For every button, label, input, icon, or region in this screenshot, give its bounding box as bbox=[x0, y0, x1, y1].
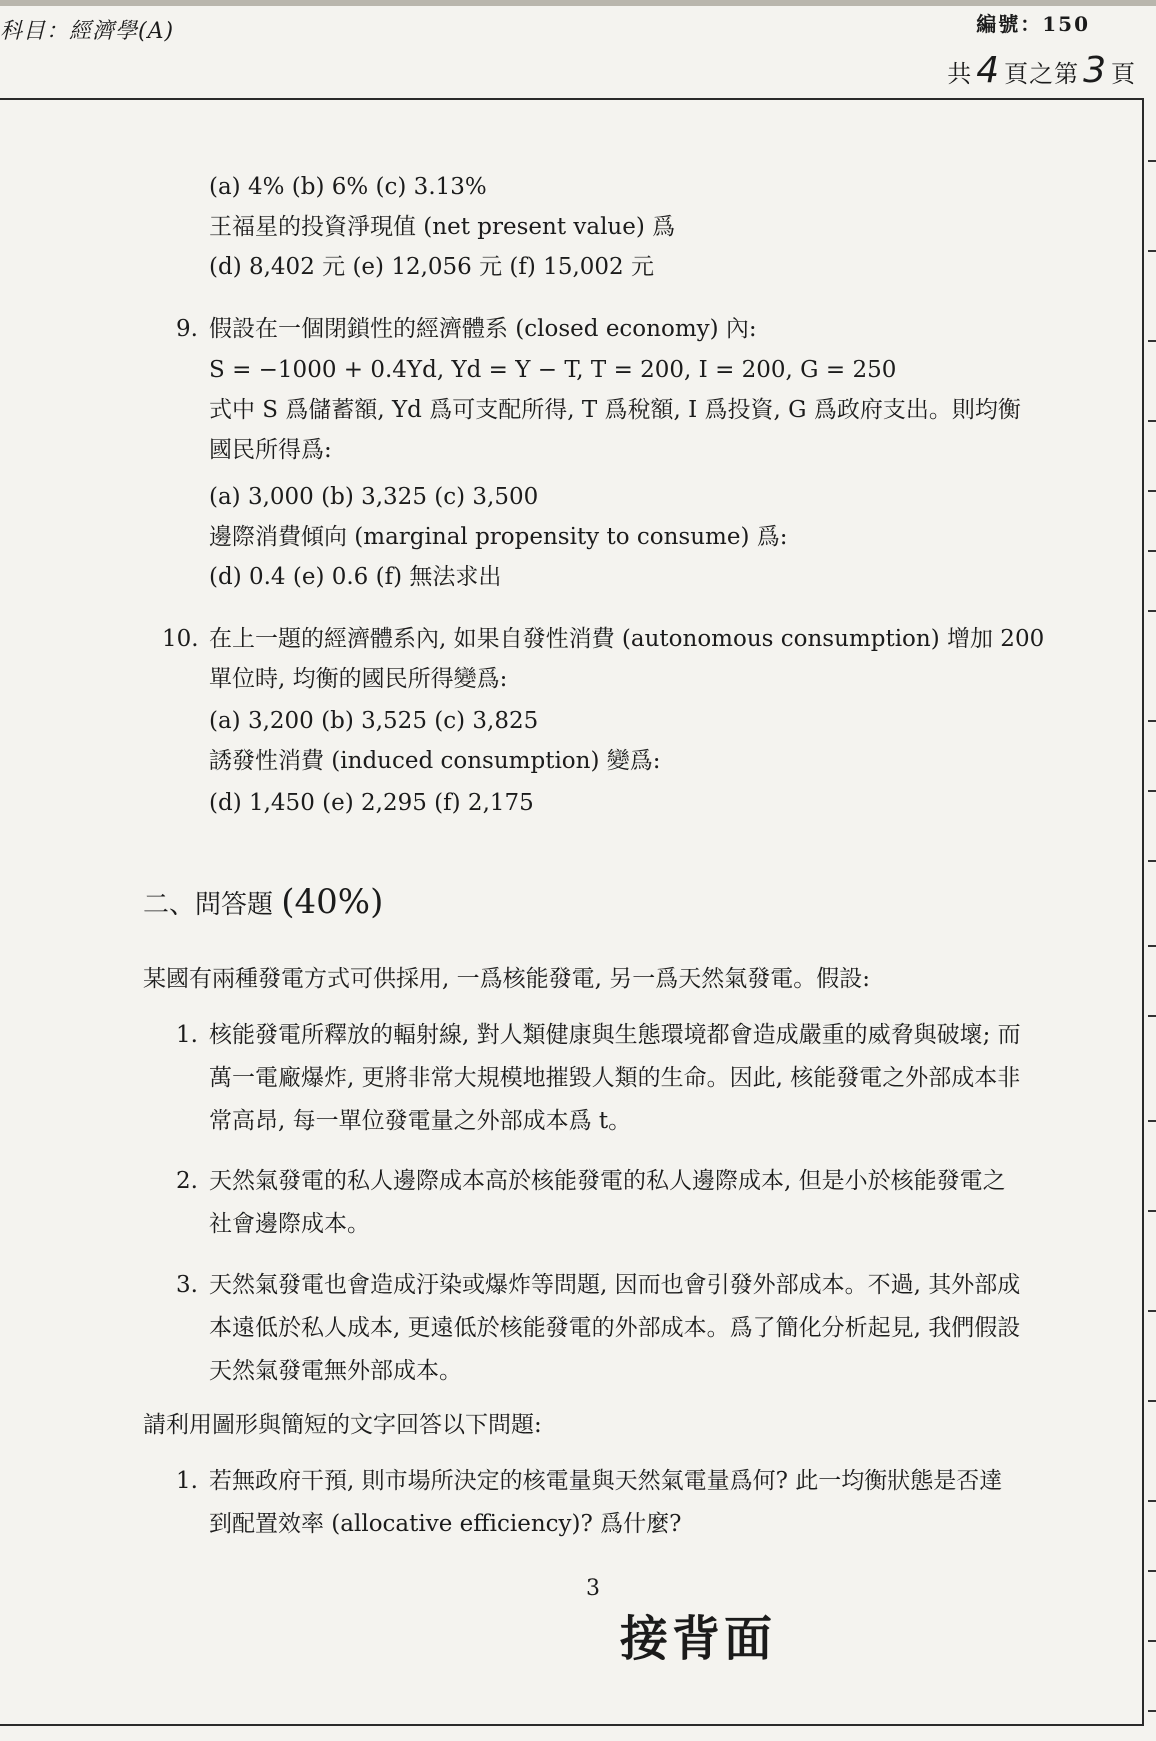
q9-intro: 假設在一個閉鎖性的經濟體系 (closed economy) 內: bbox=[209, 316, 757, 342]
exam-code: 編號：150 bbox=[976, 12, 1090, 36]
q10-intro: 在上一題的經濟體系內, 如果自發性消費 (autonomous consumption) 增加 200 bbox=[209, 626, 1045, 652]
q9-options-income: (a) 3,000 (b) 3,325 (c) 3,500 bbox=[209, 484, 539, 510]
q10-options-induced: (d) 1,450 (e) 2,295 (f) 2,175 bbox=[209, 790, 534, 816]
q8-npv-prompt: 王福星的投資淨現值 (net present value) 爲 bbox=[209, 214, 676, 240]
assumption-1-line-2: 萬一電廠爆炸, 更將非常大規模地摧毀人類的生命。因此, 核能發電之外部成本非 bbox=[209, 1065, 1021, 1091]
q8-options-npv: (d) 8,402 元 (e) 12,056 元 (f) 15,002 元 bbox=[209, 254, 654, 280]
assumption-2-line-1: 天然氣發電的私人邊際成本高於核能發電的私人邊際成本, 但是小於核能發電之 bbox=[209, 1168, 1006, 1194]
section-2-intro: 某國有兩種發電方式可供採用, 一爲核能發電, 另一爲天然氣發電。假設: bbox=[143, 966, 870, 992]
essay-question-1-number: 1. bbox=[176, 1468, 198, 1494]
pages-current: 3 bbox=[1083, 50, 1107, 91]
assumption-2-line-2: 社會邊際成本。 bbox=[209, 1211, 370, 1237]
q9-question-mpc: 邊際消費傾向 (marginal propensity to consume) 爲: bbox=[209, 524, 788, 550]
margin-ticks bbox=[1148, 100, 1156, 1740]
q9-number: 9. bbox=[176, 316, 198, 342]
assumption-1-line-3: 常高昂, 每一單位發電量之外部成本爲 t。 bbox=[209, 1108, 632, 1134]
assumption-1-number: 1. bbox=[176, 1022, 198, 1048]
essay-question-1-line-1: 若無政府干預, 則市場所決定的核電量與天然氣電量爲何? 此一均衡狀態是否達 bbox=[209, 1468, 1003, 1494]
assumption-3-line-1: 天然氣發電也會造成汙染或爆炸等問題, 因而也會引發外部成本。不過, 其外部成 bbox=[209, 1272, 1021, 1298]
page-indicator bbox=[947, 50, 1136, 91]
q10-options-income: (a) 3,200 (b) 3,525 (c) 3,825 bbox=[209, 708, 539, 734]
assumption-3-line-3: 天然氣發電無外部成本。 bbox=[209, 1358, 462, 1384]
continue-on-back-stamp: 接背面 bbox=[620, 1611, 777, 1667]
q9-options-mpc: (d) 0.4 (e) 0.6 (f) 無法求出 bbox=[209, 564, 502, 590]
q10-question-induced: 誘發性消費 (induced consumption) 變爲: bbox=[209, 748, 661, 774]
q8-options-rate: (a) 4% (b) 6% (c) 3.13% bbox=[209, 174, 487, 200]
q9-definitions: 式中 S 爲儲蓄額, Yd 爲可支配所得, T 爲稅額, I 爲投資, G 爲政府支出。則均衡 bbox=[209, 397, 1021, 423]
section-2-heading bbox=[143, 882, 383, 925]
q10-intro-cont: 單位時, 均衡的國民所得變爲: bbox=[209, 666, 508, 692]
assumption-3-line-2: 本遠低於私人成本, 更遠低於核能發電的外部成本。爲了簡化分析起見, 我們假設 bbox=[209, 1315, 1021, 1341]
assumption-3-number: 3. bbox=[176, 1272, 198, 1298]
exam-subject: 科目：經濟學(A) bbox=[0, 19, 175, 44]
pages-suffix: 頁 bbox=[1111, 60, 1136, 88]
section-2-percent: (40%) bbox=[281, 882, 384, 922]
pages-total: 4 bbox=[976, 50, 1001, 91]
pages-prefix: 共 bbox=[947, 60, 973, 88]
essay-question-1-line-2: 到配置效率 (allocative efficiency)? 爲什麼? bbox=[209, 1511, 682, 1537]
assumption-2-number: 2. bbox=[176, 1168, 198, 1194]
page-number: 3 bbox=[586, 1576, 600, 1601]
section-2-instruction: 請利用圖形與簡短的文字回答以下問題: bbox=[143, 1412, 542, 1438]
q10-number: 10. bbox=[162, 626, 199, 652]
q9-equation: S = −1000 + 0.4Yd, Yd = Y − T, T = 200, I = 200, G = 250 bbox=[209, 357, 897, 383]
pages-mid: 頁之第 bbox=[1004, 60, 1080, 88]
assumption-1-line-1: 核能發電所釋放的輻射線, 對人類健康與生態環境都會造成嚴重的威脅與破壞; 而 bbox=[209, 1022, 1021, 1048]
section-2-title: 二、問答題 bbox=[143, 890, 274, 920]
q9-question-income: 國民所得爲: bbox=[209, 437, 332, 463]
page-top-edge bbox=[0, 0, 1156, 6]
